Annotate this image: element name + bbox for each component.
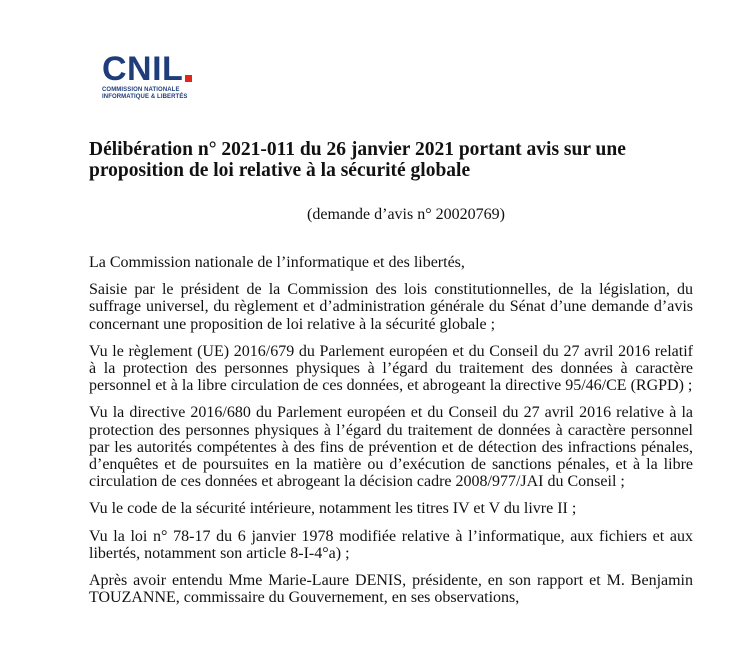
request-reference-text: (demande d’avis n° 20020769) [307, 206, 505, 223]
logo-red-dot [185, 75, 192, 82]
paragraph: Vu le code de la sécurité intérieure, notamment les titres IV et V du livre II ; [89, 500, 577, 518]
logo-subtitle-line2: INFORMATIQUE & LIBERTÉS [102, 94, 188, 100]
document-title: Délibération n° 2021-011 du 26 janvier 2021 portant avis sur une proposition de loi relative à la sécurité globale [89, 139, 626, 181]
logo-subtitle-line1: COMMISSION NATIONALE [102, 87, 180, 93]
paragraph: Vu le règlement (UE) 2016/679 du Parlement européen et du Conseil du 27 avril 2016 relatif à la protection des personnes physiques à l’égard du traitement des données à caractère personnel et à la libre circulation de ces données, et abrogeant la directive 95/46/CE (RGPD) ; [89, 342, 693, 395]
paragraph: Vu la loi n° 78-17 du 6 janvier 1978 modifiée relative à l’informatique, aux fichiers et aux libertés, notamment son article 8-I-4°a) ; [89, 527, 693, 562]
paragraph: Vu la directive 2016/680 du Parlement européen et du Conseil du 27 avril 2016 relative à la protection des personnes physiques à l’égard du traitement de données à caractère personnel par les autorités compétentes à des fins de prévention et de détection des infractions pénales, d’enquêtes et de poursuites en la matière ou d’exécution de sanctions pénales, et à la libre circulation de ces données et abrogeant la décision cadre 2008/977/JAI du Conseil ; [89, 404, 693, 491]
logo-wordmark [102, 52, 202, 86]
logo-word-text: CNIL [102, 50, 184, 88]
document-body [89, 254, 693, 616]
paragraph: Après avoir entendu Mme Marie-Laure DENIS, présidente, en son rapport et M. Benjamin TOUZANNE, commissaire du Gouvernement, en ses observations, [89, 572, 693, 607]
paragraph: Saisie par le président de la Commission des lois constitutionnelles, de la législation, du suffrage universel, du règlement et d’administration générale du Sénat d’une demande d’avis concernant une proposition de loi relative à la sécurité globale ; [89, 281, 693, 333]
cnil-logo [102, 52, 202, 101]
logo-subtitle [102, 87, 202, 101]
paragraph: La Commission nationale de l’informatique et des libertés, [89, 254, 465, 271]
request-reference [0, 206, 742, 224]
